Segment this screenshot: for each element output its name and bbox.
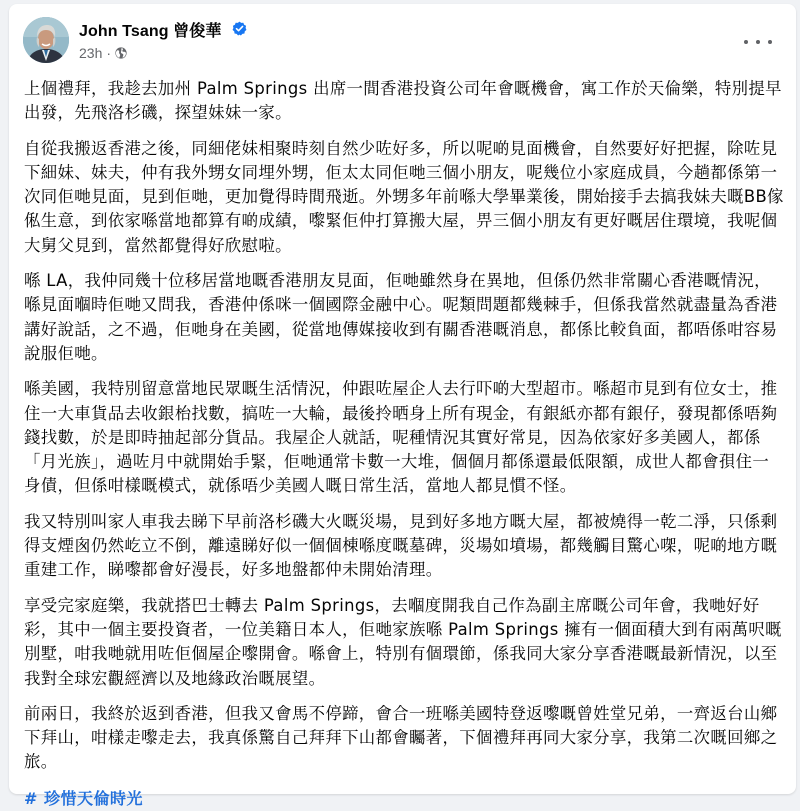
profile-photo-icon (23, 17, 69, 63)
post-body (24, 77, 784, 811)
post-paragraph: 我又特別叫家人車我去睇下早前洛杉磯大火嘅災場，見到好多地方嘅大屋，都被燒得一乾二淨，只係剩得支煙囪仍然屹立不倒，離遠睇好似一個個棟喺度嘅墓碑，災場如墳場，都幾觸目驚心㗎，呢啲地方嘅重建工作，睇嚟都會好漫長，好多地盤都仲未開始清理。 (24, 511, 778, 580)
author-name[interactable]: John Tsang 曾俊華 (79, 23, 222, 40)
post-header (23, 17, 782, 67)
post-paragraph: 上個禮拜，我趁去加州 Palm Springs 出席一間香港投資公司年會嘅機會，寓工作於天倫樂，特別提早出發，先飛洛杉磯，探望妹妹一家。 (24, 79, 782, 123)
post-paragraph: 前兩日，我終於返到香港，但我又會馬不停蹄，會合一班喺美國特登返嚟嘅曾姓堂兄弟，一齊返台山鄉下拜山，咁樣走嚟走去，我真係驚自己拜拜下山都會矚著，下個禮拜再同大家分享，我第二次嘅回鄉之旅。 (24, 703, 778, 772)
post-paragraph: 自從我搬返香港之後，同細佬妹相聚時刻自然少咗好多，所以呢啲見面機會，自然要好好把握，除咗見下細妹、妹夫，仲有我外甥女同埋外甥，佢太太同佢哋三個小朋友，呢幾位小家庭成員，今趟都係第一次同佢哋見面，見到佢哋，更加覺得時間飛逝。外甥多年前喺大學畢業後，開始接手去搞我妹夫嘅BB傢俬生意，到依家喺當地都算有啲成績，嚟緊佢仲打算搬大屋，畀三個小朋友有更好嘅居住環境，我呢個大舅父見到，當然都覺得好欣慰啦。 (24, 138, 784, 255)
ellipsis-icon-dot (744, 40, 748, 44)
author-avatar[interactable] (23, 17, 69, 63)
post-timestamp[interactable]: 23h (79, 45, 103, 61)
ellipsis-icon-dot (756, 40, 760, 44)
ellipsis-icon-dot (768, 40, 772, 44)
post-paragraph: 喺 LA，我仲同幾十位移居當地嘅香港朋友見面，佢哋雖然身在異地，但係仍然非常關心香港嘅情況，喺見面嗰時佢哋又問我，香港仲係咪一個國際金融中心。呢類問題都幾棘手，但係我當然就盡量為香港講好說話，之不過，佢哋身在美國，從當地傳媒接收到有關香港嘅消息，都係比較負面，都唔係咁容易說服佢哋。 (24, 271, 778, 363)
hashtag-link[interactable]: # 珍惜天倫時光 (24, 788, 143, 808)
author-block (79, 18, 247, 61)
post-paragraph: 享受完家庭樂，我就搭巴士轉去 Palm Springs，去嗰度開我自己作為副主席嘅公司年會，我哋好好彩，其中一個主要投資者，一位美籍日本人，佢哋家族喺 Palm Springs 擁有一個面積大到有兩萬呎嘅別墅，咁我哋就用咗佢個屋企嚟開會。喺會上，特別有個環節，係我同大家分享香港嘅最新情況，以至我對全球宏觀經濟以及地緣政治嘅展望。 (24, 595, 782, 688)
post-meta (79, 45, 247, 61)
more-options-button[interactable] (744, 35, 772, 49)
meta-separator: · (106, 45, 112, 61)
post-paragraph: 喺美國，我特別留意當地民眾嘅生活情況，仲跟咗屋企人去行吓啲大型超市。喺超市見到有位女士，推住一大車貨品去收銀枱找數，搞咗一大輪，最後拎晒身上所有現金，有銀紙亦都有銀仔，發現都係唔夠錢找數，於是即時抽起部分貨品。我屋企人就話，呢種情況其實好常見，因為依家好多美國人，都係「月光族」，過咗月中就開始手緊，佢哋通常卡數一大堆，個個月都係還最低限額，成世人都會孭住一身債，但係咁樣嘅模式，就係唔少美國人嘅日常生活，當地人都見慣不怪。 (24, 379, 778, 496)
verified-badge-icon (232, 21, 247, 36)
globe-icon[interactable] (115, 47, 127, 59)
post-card (9, 4, 796, 808)
